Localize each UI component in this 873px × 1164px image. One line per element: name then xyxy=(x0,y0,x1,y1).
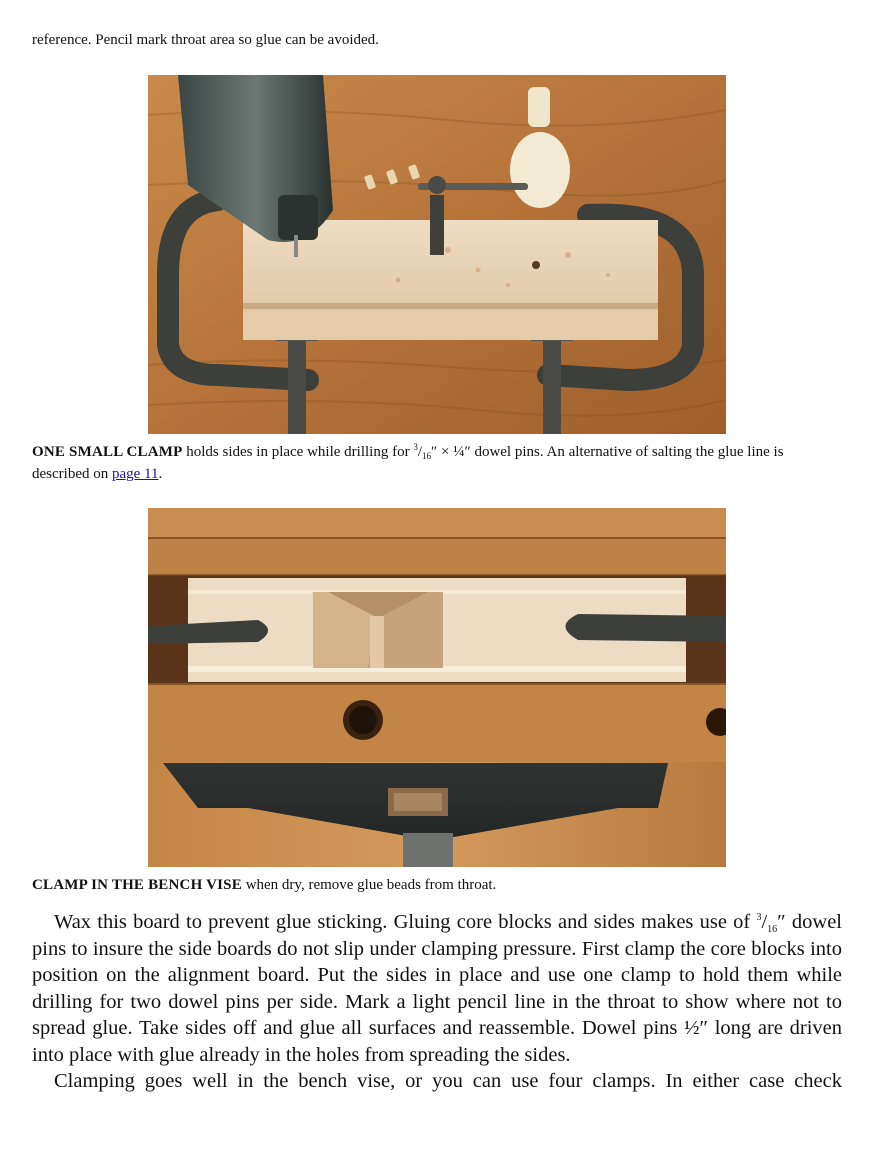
body-paragraph-2: Clamping goes well in the bench vise, or you can use four clamps. In either case check xyxy=(54,1070,842,1092)
page-11-link[interactable]: page 11 xyxy=(111,466,159,482)
fraction-denominator: 16 xyxy=(767,924,778,935)
figure-caption-2 xyxy=(32,874,844,896)
caption-1-end: . xyxy=(158,466,163,482)
fraction-slash: / xyxy=(761,911,768,933)
caption-1-text-b: ″ × ¼″ dowel pins. An alternative of salting the glue line is described on xyxy=(32,444,784,482)
fraction-numerator: 3 xyxy=(756,912,762,923)
caption-2-text: when dry, remove glue beads from throat. xyxy=(241,877,497,893)
bench-vise-photo-illustration xyxy=(148,508,726,867)
caption-1-text-a: holds sides in place while drilling for xyxy=(182,444,414,460)
body-paragraph-1 xyxy=(32,909,842,1068)
continued-text-line: reference. Pencil mark throat area so glue can be avoided. xyxy=(32,32,379,48)
fraction-slash: / xyxy=(417,444,422,460)
fraction-denominator: 16 xyxy=(421,451,431,461)
drilling-photo-illustration xyxy=(148,75,726,434)
fraction-numerator: 3 xyxy=(413,442,418,452)
bench-vise-photo xyxy=(148,508,726,867)
paragraph-1-rest: ″ dowel pins to insure the side boards do not slip under clamping pressure. First clamp the core blocks into position on the alignment board. Put the sides in place and use one clamp to hold them while drilling for two dowel pins per side. Mark a light pencil line in the throat to show where not to spread glue. Take sides off and glue all surfaces and reassemble. Dowel pins ½″ long are driven into place with glue already in the holes from spreading the sides. xyxy=(32,911,842,1066)
paragraph-1-start: Wax this board to prevent glue sticking. Gluing core blocks and sides makes use of xyxy=(54,911,757,933)
drilling-photo xyxy=(148,75,726,434)
body-text xyxy=(32,909,842,1095)
figure-caption-1 xyxy=(32,441,844,485)
caption-2-lead: CLAMP IN THE BENCH VISE xyxy=(32,877,242,893)
caption-1-lead: ONE SMALL CLAMP xyxy=(32,444,183,460)
